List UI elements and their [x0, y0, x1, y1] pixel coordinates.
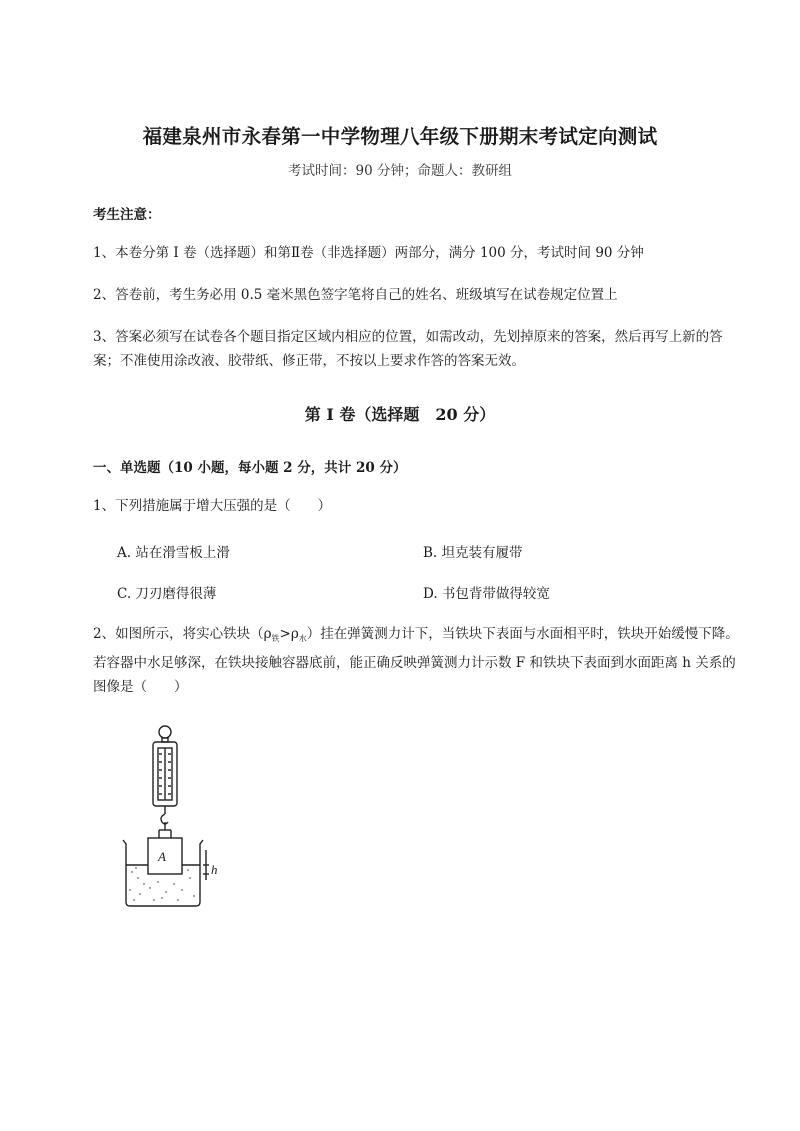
- question-1-option-b: B. 坦克装有履带: [423, 545, 523, 561]
- height-label: h: [211, 862, 218, 877]
- question-1-option-a: A. 站在滑雪板上滑: [117, 545, 230, 561]
- question-1-stem: 1、下列措施属于增大压强的是（ ）: [93, 498, 332, 514]
- question-1-option-d: D. 书包背带做得较宽: [423, 586, 550, 602]
- notice-heading: 考生注意：: [93, 207, 161, 223]
- page-title: 福建泉州市永春第一中学物理八年级下册期末考试定向测试: [142, 125, 658, 148]
- question-2-stem: 2、如图所示，将实心铁块$(\rho_铁>\rho_水)$挂在弹簧测力计下，当铁块下表面与水面相平时，铁块开始缓慢下降。若容器中水足够深，在铁块接触容器底前，能正确反映弹簧测力计示数 F 和铁块下表面到水面距离 h 关系的图像是（ ）: [93, 626, 739, 695]
- notice-item-3: 3、答案必须写在试卷各个题目指定区域内相应的位置，如需改动，先划掉原来的答案，然后再写上新的答案；不准使用涂改液、胶带纸、修正带，不按以上要求作答的答案无效。: [93, 329, 723, 369]
- block-label: A: [158, 849, 166, 864]
- page-subtitle: 考试时间：90 分钟；命题人：教研组: [288, 163, 512, 179]
- notice-item-1: 1、本卷分第 I 卷（选择题）和第Ⅱ卷（非选择题）两部分，满分 100 分，考试时间 90 分钟: [93, 245, 644, 261]
- section-title: 第 I 卷（选择题 20 分）: [304, 405, 496, 424]
- question-1-option-c: C. 刀刃磨得很薄: [117, 586, 217, 602]
- notice-item-2: 2、答卷前，考生务必用 0.5 毫米黑色签字笔将自己的姓名、班级填写在试卷规定位置上: [93, 287, 618, 303]
- part-heading: 一、单选题（10 小题，每小题 2 分，共计 20 分）: [93, 460, 407, 476]
- spring-scale-figure: [118, 722, 228, 908]
